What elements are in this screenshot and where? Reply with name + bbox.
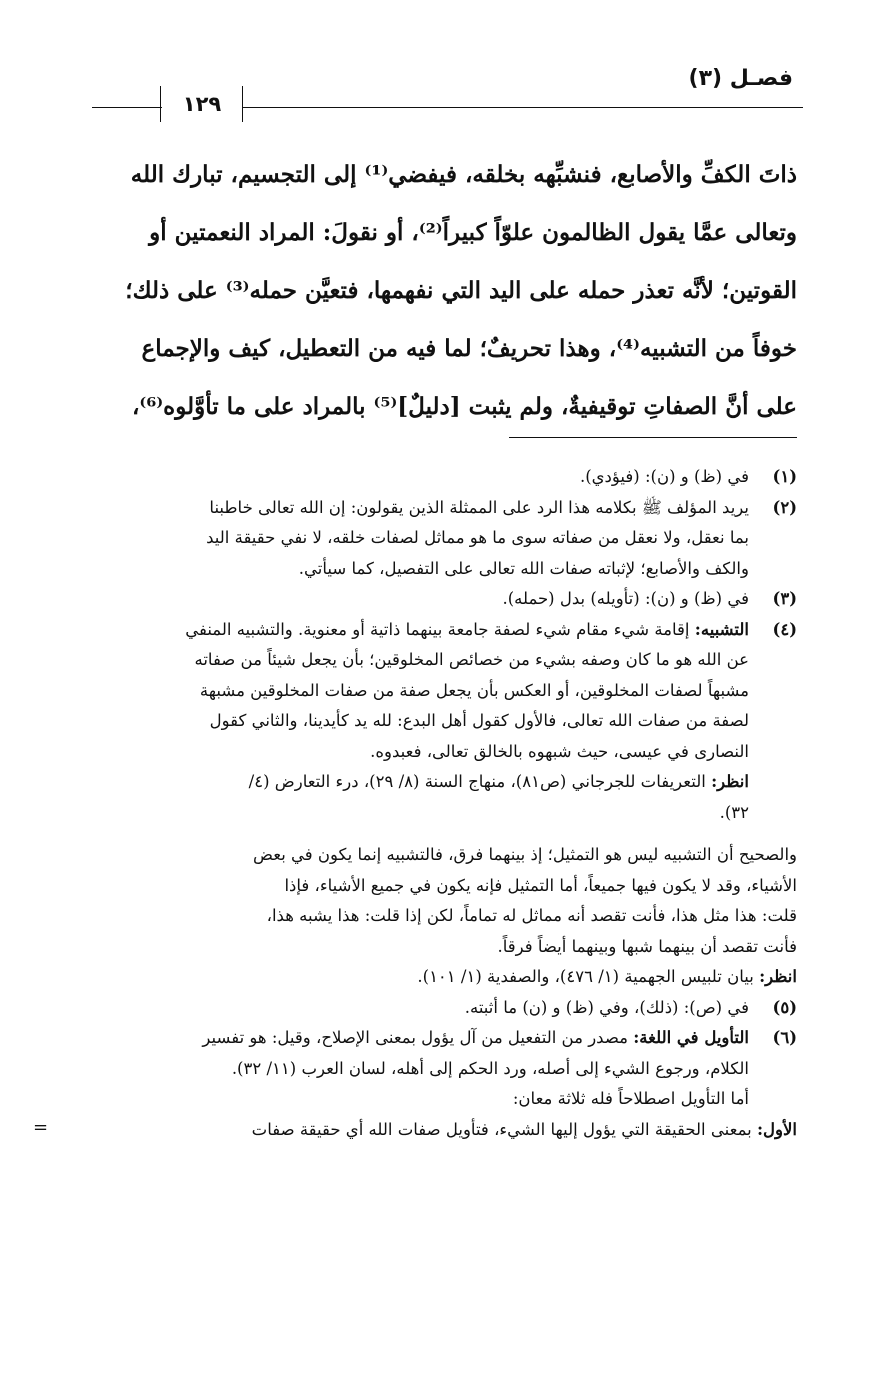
footnote-number: (٢) [772,497,797,517]
footnote-term: التشبيه: [694,619,749,639]
footnote-line: والكف والأصابع؛ لإثباته صفات الله تعالى على التفصيل، كما سيأتي. [298,558,749,578]
footnote-number: (٤) [772,619,797,639]
main-text [85,146,797,436]
footnote-line: في (ص): (ذلك)، وفي (ظ) و (ن) ما أثبته. [464,997,749,1017]
page-number: ١٢٩ [182,92,222,116]
continuation-mark: = [33,1116,49,1138]
footnote-line: والصحيح أن التشبيه ليس هو التمثيل؛ إذ بينهما فرق، فالتشبيه إنما يكون في بعض [253,845,797,864]
footnote-line: يريد المؤلف ﷺ بكلامه هذا الرد على الممثلة الذين يقولون: إن الله تعالى خاطبنا [209,497,749,517]
main-text-line: خوفاً من التشبيه⁽⁴⁾، وهذا تحريفٌ؛ لما فيه من التعطيل، كيف والإجماع [141,335,797,362]
footnote-1 [85,462,797,493]
footnote-number: (٦) [772,1028,797,1047]
footnote-line: قلت: هذا مثل هذا، فأنت تقصد أنه مماثل له تماماً، لكن إذا قلت: هذا يشبه هذا، [266,906,797,925]
footnote-line: في (ظ) و (ن): (فيؤدي). [579,467,749,486]
footnote-line: النصارى في عيسى، حيث شبهوه بالخالق تعالى، فعبدوه. [370,741,749,761]
header-rule [242,107,803,108]
footnote-line: ٣٢). [719,802,749,822]
header-rule-tick [242,86,243,122]
footnote-line: عن الله هو ما كان وصفه بشيء من خصائص المخلوقين؛ بأن يجعل شيئاً من صفاته [194,650,749,669]
footnote-number: (١) [772,467,797,486]
footnote-line [85,767,749,798]
footnote-term: التأويل في اللغة: [633,1028,749,1047]
footnote-line: أما التأويل اصطلاحاً فله ثلاثة معان: [512,1089,749,1108]
spacer [85,828,797,840]
header-rule [92,107,162,108]
refs-label: انظر: [711,772,749,791]
footnote-line: الأشياء، وقد لا يكون فيها جميعاً، أما التمثيل فإنه يكون في جميع الأشياء، فإذا [284,875,797,895]
footnote-line: الكلام، ورجوع الشيء إلى أصله، ورد الحكم إلى أهله، لسان العرب (١١/ ٣٢). [231,1058,749,1078]
refs-label: انظر: [759,967,797,986]
first-meaning-row [33,1115,797,1146]
footnote-separator [509,437,797,438]
main-text-line: على أنَّ الصفاتِ توقيفيةٌ، ولم يثبت [دليلٌ]⁽⁵⁾ بالمراد على ما تأوَّلوه⁽⁶⁾، [131,393,797,420]
footnote-3 [85,584,797,615]
footnote-continuation [85,840,797,993]
footnote-number: (٣) [772,589,797,608]
footnote-line: لصفة من صفات الله تعالى، فالأول كقول أهل البدع: لله يد كأيدينا، والثاني كقول [209,711,749,730]
main-text-line: القوتين؛ لأنَّه تعذر حمله على اليد التي نفهمها، فتعيَّن حمله⁽³⁾ على ذلك؛ [125,277,797,304]
footnote-line [85,1115,797,1146]
footnote-text: إقامة شيء مقام شيء لصفة جامعة بينهما ذاتية أو معنوية. والتشبيه المنفي [185,619,690,639]
chapter-title: فصـل (٣) [688,66,793,91]
refs-text: التعريفات للجرجاني (ص٨١)، منهاج السنة (٨/ ٢٩)، درء التعارض (٤/ [248,772,706,791]
footnote-4 [85,615,797,829]
footnote-line [85,615,749,646]
footnote-line: فأنت تقصد أن بينهما شبها وبينهما أيضاً فرقاً. [497,936,797,956]
meaning-label: الأول: [756,1119,797,1139]
footnote-text: مصدر من التفعيل من آل يؤول بمعنى الإصلاح، وقيل: هو تفسير [202,1028,628,1047]
footnote-5 [85,993,797,1024]
footnote-line [85,1023,749,1054]
meaning-text: بمعنى الحقيقة التي يؤول إليها الشيء، فتأويل صفات الله أي حقيقة صفات [251,1119,752,1139]
footnote-line: بما نعقل، ولا نعقل من صفاته سوى ما هو مماثل لصفات خلقه، لا نفي حقيقة اليد [206,528,749,547]
footnote-line [85,962,797,993]
footnote-2 [85,493,797,585]
footnote-line: في (ظ) و (ن): (تأويله) بدل (حمله). [502,589,749,608]
main-text-line: وتعالى عمَّا يقول الظالمون علوّاً كبيراً⁽²⁾، أو نقولَ: المراد النعمتين أو [149,219,797,246]
refs-text: بيان تلبيس الجهمية (١/ ٤٧٦)، والصفدية (١/ ١٠١). [417,967,754,986]
footnote-number: (٥) [772,997,797,1017]
main-text-line: ذاتَ الكفِّ والأصابع، فنشبِّهه بخلقه، فيفضي⁽¹⁾ إلى التجسيم، تبارك الله [130,161,797,188]
footnote-line: مشبهاً لصفات المخلوقين، أو العكس بأن يجعل صفة من صفات المخلوقين مشبهة [199,680,749,700]
header-rule-tick [160,86,161,122]
footnote-6 [85,1023,797,1115]
footnotes [33,462,797,1145]
